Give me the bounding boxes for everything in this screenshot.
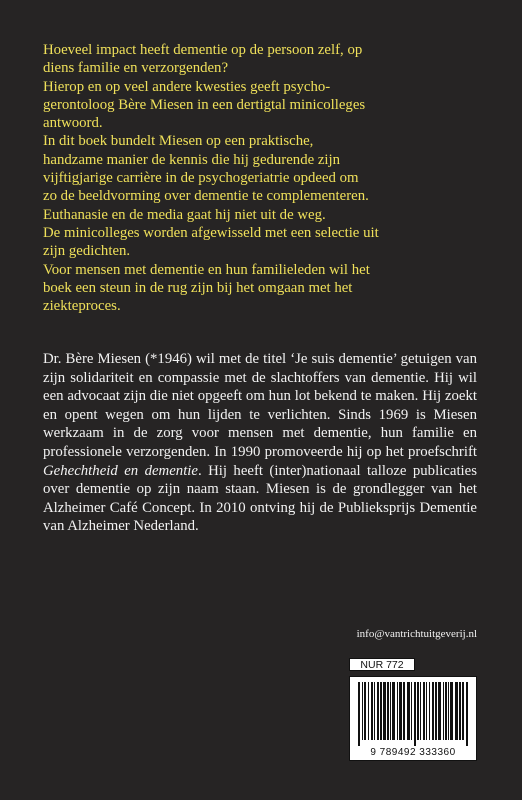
blurb-line: antwoord. xyxy=(43,115,103,132)
blurb-line: boek een steun in de rug zijn bij het omgaan met het xyxy=(43,279,353,296)
barcode-bar xyxy=(455,682,458,740)
barcode-bars xyxy=(358,682,470,746)
blurb-line: Euthanasie en de media gaat hij niet uit de weg. xyxy=(43,206,326,223)
barcode-bar xyxy=(358,682,360,746)
author-bio xyxy=(43,350,477,536)
barcode-bar xyxy=(417,682,419,740)
barcode-bar xyxy=(414,682,416,746)
barcode-bar xyxy=(450,682,453,740)
barcode-bar xyxy=(380,682,382,740)
blurb-line: Hierop en op veel andere kwesties geeft psycho- xyxy=(43,78,331,95)
blurb-line: diens familie en verzorgenden? xyxy=(43,60,229,77)
blurb-line: handzame manier de kennis die hij gedurende zijn xyxy=(43,151,341,168)
barcode-bar xyxy=(411,682,412,740)
barcode-bar xyxy=(445,682,447,740)
blurb-line: De minicolleges worden afgewisseld met een selectie uit xyxy=(43,224,379,241)
blurb-line: Hoeveel impact heeft dementie op de persoon zelf, op xyxy=(43,42,363,58)
blurb-line: In dit boek bundelt Miesen op een praktische, xyxy=(43,133,314,150)
barcode-bar xyxy=(368,682,369,740)
barcode-bar xyxy=(462,682,464,740)
blurb-line: zo de beeldvorming over dementie te complementeren. xyxy=(43,188,369,205)
barcode-bar xyxy=(448,682,449,740)
barcode-bar xyxy=(377,682,379,740)
isbn-barcode xyxy=(349,676,477,761)
barcode-bar xyxy=(387,682,389,740)
blurb-line: gerontoloog Bère Miesen in een dertigtal minicolleges xyxy=(43,96,366,113)
barcode-bar xyxy=(383,682,386,740)
isbn-number: 9 789492 333360 xyxy=(370,747,456,758)
publisher-email: info@vantrichtuitgeverij.nl xyxy=(356,628,477,640)
barcode-bar xyxy=(432,682,434,740)
barcode-bar xyxy=(371,682,373,740)
barcode-bar xyxy=(429,682,430,740)
barcode-bar xyxy=(399,682,402,740)
author-bio-paragraph: Dr. Bère Miesen (*1946) wil met de titel ‘Je suis dementie’ getuigen van zijn solidariteit en compassie met de slachtoffers van dementie. Hij wil een advocaat zijn die niet opgeeft om hun lot bekend te maken. Hij zoekt en opent wegen om hun lijden te verlichten. Sinds 1969 is Miesen werkzaam in de zorg voor mensen met dementie, hun familie en professionele verzorgenden. In 1990 promoveerde hij op het proefschrift Gehechtheid en dementie. Hij heeft (inter)nationaal talloze publicaties over dementie op zijn naam staan. Miesen is de grondlegger van het Alzheimer Café Concept. In 2010 ontving hij de Publieksprijs Dementie van Alzheimer Nederland. xyxy=(43,351,477,535)
barcode-bar xyxy=(466,682,468,746)
barcode-bar xyxy=(438,682,441,740)
barcode-bar xyxy=(407,682,410,740)
barcode-bar xyxy=(459,682,461,740)
barcode-bar xyxy=(374,682,375,740)
blurb-line: ziekteproces. xyxy=(43,298,121,315)
blurb xyxy=(43,41,475,315)
barcode-bar xyxy=(362,682,363,740)
barcode-bar xyxy=(435,682,437,740)
barcode-bar xyxy=(397,682,398,740)
barcode-bar xyxy=(364,682,366,740)
barcode-bar xyxy=(423,682,425,740)
barcode-bar xyxy=(426,682,427,740)
barcode-bar xyxy=(443,682,444,740)
barcode-bar xyxy=(390,682,391,740)
barcode-bar xyxy=(392,682,395,740)
barcode-bar xyxy=(420,682,421,740)
barcode-bar xyxy=(403,682,405,740)
blurb-line: zijn gedichten. xyxy=(43,243,131,260)
blurb-line: Voor mensen met dementie en hun familieleden wil het xyxy=(43,261,370,278)
blurb-line: vijftigjarige carrière in de psychogeriatrie opdeed om xyxy=(43,170,359,187)
nur-code: NUR 772 xyxy=(349,658,415,671)
thesis-title: Gehechtheid en dementie xyxy=(43,462,198,479)
